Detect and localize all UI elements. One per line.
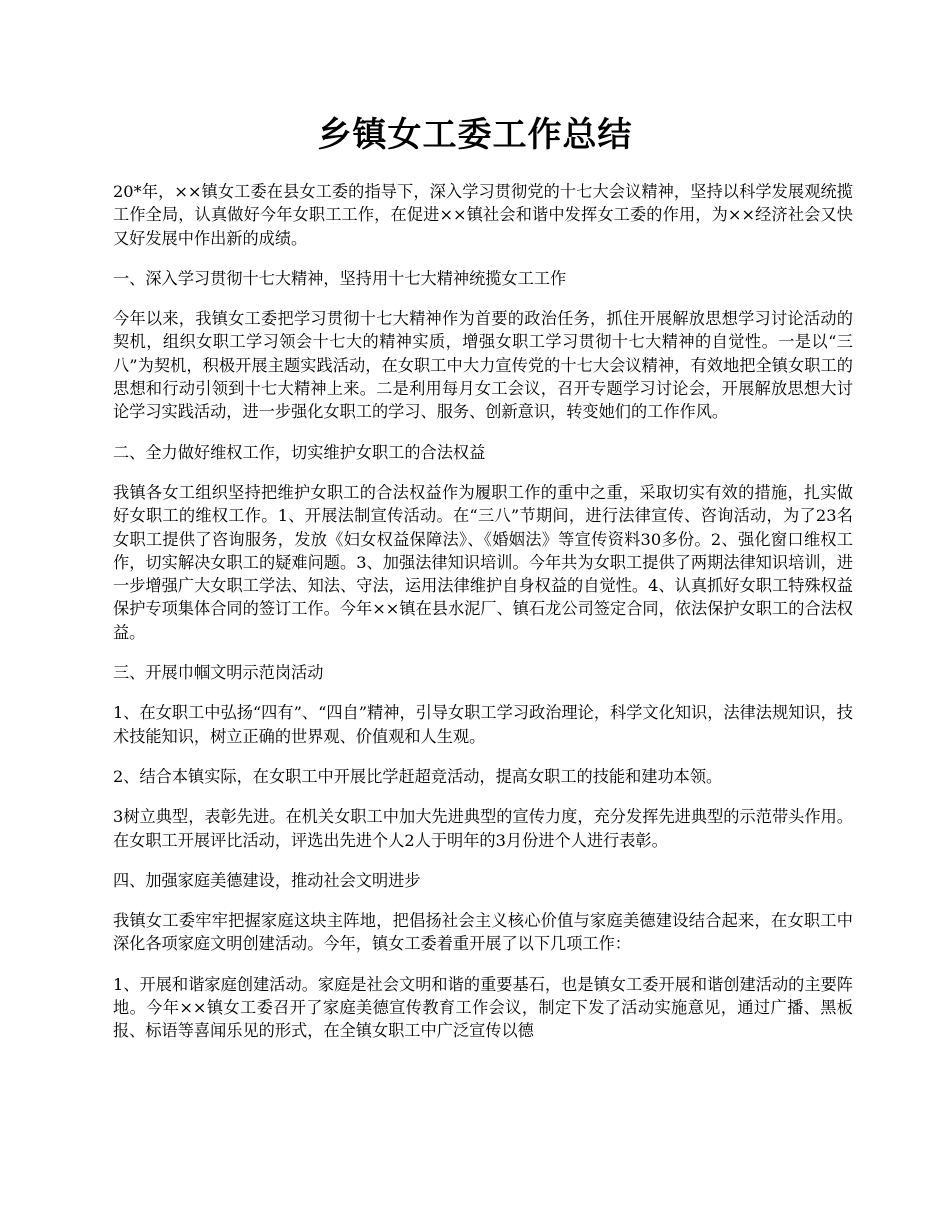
paragraph: 2、结合本镇实际，在女职工中开展比学赶超竞活动，提高女职工的技能和建功本领。 <box>113 766 723 786</box>
section-heading-1: 一、深入学习贯彻十七大精神，坚持用十七大精神统揽女工工作 <box>113 268 567 288</box>
paragraph: 我镇各女工组织坚持把维护女职工的合法权益作为履职工作的重中之重，采取切实有效的措施，扎实做好女职工的维权工作。1、开展法制宣传活动。在“三八”节期间，进行法律宣传、咨询活动，为了23名女职工提供了咨询服务，发放《妇女权益保障法》、《婚姻法》等宣传资料30多份。2、强化窗口维权工作，切实解决女职工的疑难问题。3、加强法律知识培训。今年共为女职工提供了两期法律知识培训，进一步增强广大女职工学法、知法、守法，运用法律维护自身权益的自觉性。4、认真抓好女职工特殊权益保护专项集体合同的签订工作。今年××镇在县水泥厂、镇石龙公司签定合同，依法保护女职工的合法权益。 <box>113 482 853 642</box>
section-heading-2: 二、全力做好维权工作，切实维护女职工的合法权益 <box>113 442 486 462</box>
document-title: 乡镇女工委工作总结 <box>317 115 633 155</box>
paragraph: 我镇女工委牢牢把握家庭这块主阵地，把倡扬社会主义核心价值与家庭美德建设结合起来，在女职工中深化各项家庭文明创建活动。今年，镇女工委着重开展了以下几项工作： <box>113 911 853 954</box>
document-body <box>113 180 853 1060</box>
paragraph: 3树立典型，表彰先进。在机关女职工中加大先进典型的宣传力度，充分发挥先进典型的示范带头作用。在女职工开展评比活动，评选出先进个人2人于明年的3月份进个人进行表彰。 <box>113 807 853 850</box>
paragraph: 1、开展和谐家庭创建活动。家庭是社会文明和谐的重要基石，也是镇女工委开展和谐创建活动的主要阵地。今年××镇女工委召开了家庭美德宣传教育工作会议，制定下发了活动实施意见，通过广播、黑板报、标语等喜闻乐见的形式，在全镇女职工中广泛宣传以德 <box>113 974 853 1041</box>
section-heading-4: 四、加强家庭美德建设，推动社会文明进步 <box>113 870 421 890</box>
paragraph: 1、在女职工中弘扬“四有”、“四自”精神，引导女职工学习政治理论，科学文化知识，法律法规知识，技术技能知识，树立正确的世界观、价值观和人生观。 <box>113 703 853 746</box>
paragraph-intro: 20*年，××镇女工委在县女工委的指导下，深入学习贯彻党的十七大会议精神，坚持以科学发展观统揽工作全局，认真做好今年女职工工作，在促进××镇社会和谐中发挥女工委的作用，为××经济社会又快又好发展中作出新的成绩。 <box>113 182 853 248</box>
paragraph: 今年以来，我镇女工委把学习贯彻十七大精神作为首要的政治任务，抓住开展解放思想学习讨论活动的契机，组织女职工学习领会十七大的精神实质，增强女职工学习贯彻十七大精神的自觉性。一是以“三八”为契机，积极开展主题实践活动，在女职工中大力宣传党的十七大会议精神，有效地把全镇女职工的思想和行动引领到十七大精神上来。二是利用每月女工会议，召开专题学习讨论会，开展解放思想大讨论学习实践活动，进一步强化女职工的学习、服务、创新意识，转变她们的工作作风。 <box>113 309 853 422</box>
section-heading-3: 三、开展巾帼文明示范岗活动 <box>113 663 324 683</box>
